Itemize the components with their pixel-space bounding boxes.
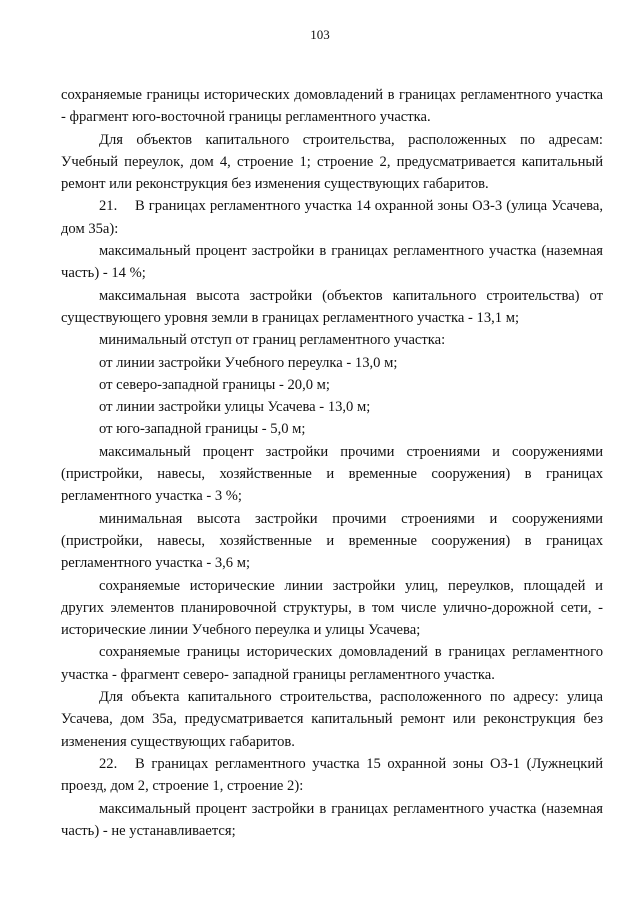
numbered-item-21 xyxy=(61,195,603,240)
paragraph: максимальный процент застройки в границах регламентного участка (наземная часть) - не устанавливается; xyxy=(61,800,603,839)
item-number: 22. xyxy=(99,755,118,772)
item-text: В границах регламентного участка 14 охранной зоны ОЗ-3 (улица Усачева, дом 35а): xyxy=(61,198,603,237)
page-number: 103 xyxy=(310,27,330,42)
paragraph: Для объектов капитального строительства, расположенных по адресам: Учебный переулок, дом 4, строение 1; строение 2, предусматривается капитальный ремонт или реконструкция без изменения существующих габаритов. xyxy=(61,131,603,193)
paragraph: максимальный процент застройки прочими строениями и сооружениями (пристройки, навесы, хозяйственные и временные сооружения) в границах регламентного участка - 3 %; xyxy=(61,443,603,505)
item-number: 21. xyxy=(99,198,118,215)
paragraph: сохраняемые границы исторических домовладений в границах регламентного участка - фрагмент юго-восточной границы регламентного участка. xyxy=(61,87,603,126)
document-body xyxy=(61,84,603,842)
paragraph: от юго-западной границы - 5,0 м; xyxy=(99,421,306,438)
paragraph: сохраняемые исторические линии застройки улиц, переулков, площадей и других элементов планировочной структуры, в том числе улично-дорожной сети, - исторические линии Учебного переулка и улицы Усачева; xyxy=(61,577,603,639)
paragraph: Для объекта капитального строительства, расположенного по адресу: улица Усачева, дом 35а, предусматривается капитальный ремонт или реконструкция без изменения существующих габаритов. xyxy=(61,689,603,750)
paragraph: сохраняемые границы исторических домовладений в границах регламентного участка - фрагмент северо- западной границы регламентного участка. xyxy=(61,644,603,683)
numbered-item-22 xyxy=(61,753,603,798)
paragraph: минимальная высота застройки прочими строениями и сооружениями (пристройки, навесы, хозяйственные и временные сооружения) в границах регламентного участка - 3,6 м; xyxy=(61,510,603,572)
paragraph: максимальная высота застройки (объектов капитального строительства) от существующего уровня земли в границах регламентного участка - 13,1 м; xyxy=(61,287,603,326)
paragraph: минимальный отступ от границ регламентного участка: xyxy=(99,332,446,349)
paragraph: от линии застройки Учебного переулка - 13,0 м; xyxy=(99,354,398,371)
paragraph: от северо-западной границы - 20,0 м; xyxy=(99,376,330,393)
paragraph: от линии застройки улицы Усачева - 13,0 м; xyxy=(99,399,371,416)
item-text: В границах регламентного участка 15 охранной зоны ОЗ-1 (Лужнецкий проезд, дом 2, строение 1, строение 2): xyxy=(61,755,603,795)
paragraph: максимальный процент застройки в границах регламентного участка (наземная часть) - 14 %; xyxy=(61,243,603,282)
